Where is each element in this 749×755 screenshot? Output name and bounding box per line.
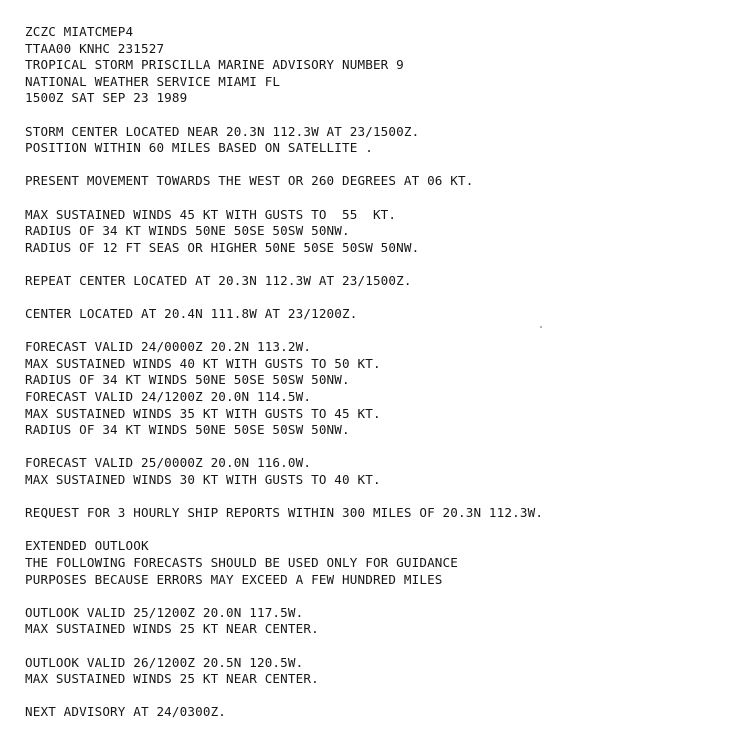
prior-center-block: [25, 306, 740, 323]
forecast-line: RADIUS OF 34 KT WINDS 50NE 50SE 50SW 50NW.: [25, 422, 350, 438]
paragraph-gap: [25, 522, 740, 539]
paragraph-gap: [25, 190, 740, 207]
header-line: TTAA00 KNHC 231527: [25, 40, 165, 56]
paragraph-gap: [25, 290, 740, 307]
repeat-center-block: [25, 273, 740, 290]
storm-center-line: STORM CENTER LOCATED NEAR 20.3N 112.3W AT 23/1500Z.: [25, 123, 420, 139]
advisory-title: TROPICAL STORM PRISCILLA MARINE ADVISORY NUMBER 9: [25, 57, 404, 73]
next-advisory-block: [25, 704, 740, 721]
extended-outlook-line: THE FOLLOWING FORECASTS SHOULD BE USED ONLY FOR GUIDANCE: [25, 555, 458, 570]
movement-line: PRESENT MOVEMENT TOWARDS THE WEST OR 260 DEGREES AT 06 KT.: [25, 173, 474, 189]
paragraph-gap: [25, 157, 740, 174]
outlook-block-2: [25, 655, 740, 688]
paragraph-gap: [25, 107, 740, 124]
ship-request-block: [25, 505, 740, 522]
paragraph-gap: [25, 588, 740, 605]
extended-outlook-heading: EXTENDED OUTLOOK: [25, 538, 149, 554]
winds-block: [25, 207, 740, 257]
repeat-center-line: REPEAT CENTER LOCATED AT 20.3N 112.3W AT 23/1500Z.: [25, 272, 412, 288]
forecast-line: FORECAST VALID 24/0000Z 20.2N 113.2W.: [25, 339, 312, 355]
max-winds-line: MAX SUSTAINED WINDS 45 KT WITH GUSTS TO 55 KT.: [25, 206, 397, 222]
paragraph-gap: [25, 439, 740, 456]
prior-center-line: CENTER LOCATED AT 20.4N 111.8W AT 23/1200Z.: [25, 306, 358, 322]
header-line: ZCZC MIATCMEP4: [25, 24, 134, 39]
forecast-line: FORECAST VALID 24/1200Z 20.0N 114.5W.: [25, 389, 312, 405]
extended-outlook-block: [25, 538, 740, 588]
paragraph-gap: [25, 323, 740, 340]
storm-center-block: [25, 124, 740, 157]
marine-advisory-text: [25, 24, 740, 721]
issue-time: 1500Z SAT SEP 23 1989: [25, 90, 188, 106]
header-block: [25, 24, 740, 107]
paragraph-gap: [25, 688, 740, 705]
issuing-office: NATIONAL WEATHER SERVICE MIAMI FL: [25, 73, 281, 89]
forecast-line: RADIUS OF 34 KT WINDS 50NE 50SE 50SW 50NW.: [25, 372, 350, 388]
scan-speck: [540, 326, 542, 328]
ship-request-line: REQUEST FOR 3 HOURLY SHIP REPORTS WITHIN 300 MILES OF 20.3N 112.3W.: [25, 505, 544, 521]
seas-radius-line: RADIUS OF 12 FT SEAS OR HIGHER 50NE 50SE 50SW 50NW.: [25, 239, 420, 255]
outlook-line: MAX SUSTAINED WINDS 25 KT NEAR CENTER.: [25, 621, 319, 637]
forecast-block-1: [25, 339, 740, 439]
outlook-line: OUTLOOK VALID 25/1200Z 20.0N 117.5W.: [25, 604, 304, 620]
next-advisory-line: NEXT ADVISORY AT 24/0300Z.: [25, 704, 227, 720]
forecast-line: MAX SUSTAINED WINDS 30 KT WITH GUSTS TO 40 KT.: [25, 472, 381, 488]
paragraph-gap: [25, 489, 740, 506]
extended-outlook-line: PURPOSES BECAUSE ERRORS MAY EXCEED A FEW HUNDRED MILES: [25, 571, 443, 587]
forecast-line: MAX SUSTAINED WINDS 35 KT WITH GUSTS TO 45 KT.: [25, 405, 381, 421]
wind-radius-line: RADIUS OF 34 KT WINDS 50NE 50SE 50SW 50NW.: [25, 223, 350, 239]
forecast-line: FORECAST VALID 25/0000Z 20.0N 116.0W.: [25, 455, 312, 471]
forecast-line: MAX SUSTAINED WINDS 40 KT WITH GUSTS TO 50 KT.: [25, 355, 381, 371]
movement-block: [25, 173, 740, 190]
paragraph-gap: [25, 638, 740, 655]
outlook-block-1: [25, 605, 740, 638]
outlook-line: MAX SUSTAINED WINDS 25 KT NEAR CENTER.: [25, 671, 319, 687]
outlook-line: OUTLOOK VALID 26/1200Z 20.5N 120.5W.: [25, 654, 304, 670]
forecast-block-2: [25, 455, 740, 488]
paragraph-gap: [25, 256, 740, 273]
position-accuracy-line: POSITION WITHIN 60 MILES BASED ON SATELLITE .: [25, 140, 373, 156]
